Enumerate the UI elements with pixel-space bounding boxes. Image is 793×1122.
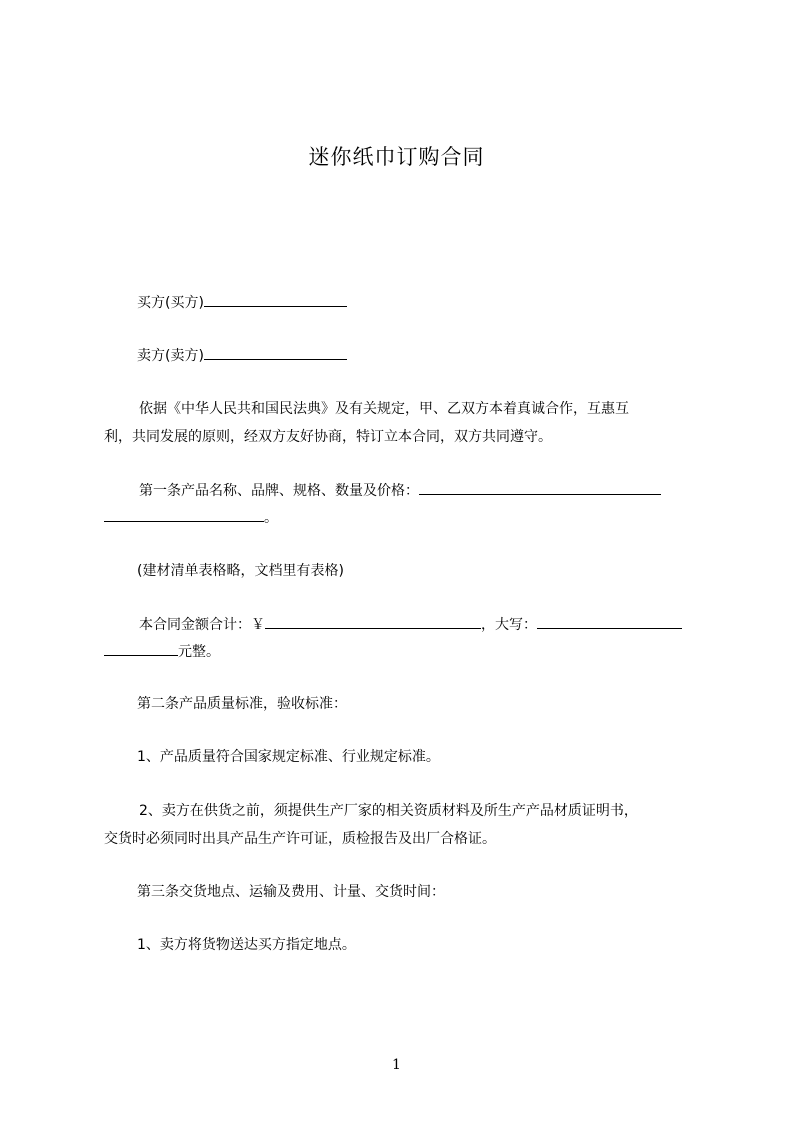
article2-item-1: 1、产品质量符合国家规定标准、行业规定标准。: [137, 749, 440, 765]
article3-item-1: 1、卖方将货物送达买方指定地点。: [137, 937, 356, 953]
total-amount-blank: [265, 614, 481, 629]
capital-blank-1: [537, 614, 682, 629]
material-note: (建材清单表格略，文档里有表格): [137, 563, 344, 579]
capital-label: ，大写：: [481, 617, 537, 633]
intro-line-1: 依据《中华人民共和国民法典》及有关规定，甲、乙双方本着真诚合作，互惠互: [139, 401, 629, 417]
article1-line-2: [104, 507, 278, 528]
article1-line: [139, 480, 661, 501]
capital-blank-2: [104, 641, 178, 656]
buyer-line: [137, 292, 347, 313]
buyer-label: 买方(买方): [137, 295, 204, 311]
article3-title: 第三条交货地点、运输及费用、计量、交货时间：: [137, 884, 445, 900]
article1-end: 。: [264, 510, 278, 526]
total-line: [139, 614, 682, 635]
buyer-blank: [204, 292, 347, 307]
article2-title: 第二条产品质量标准，验收标准：: [137, 696, 347, 712]
article2-item-2-line-2: 交货时必须同时出具产品生产许可证，质检报告及出厂合格证。: [104, 831, 496, 847]
yuan-label: 元整。: [178, 644, 220, 660]
total-line-2: [104, 641, 220, 662]
intro-line-2: 利，共同发展的原则，经双方友好协商，特订立本合同，双方共同遵守。: [104, 429, 552, 445]
article1-blank-1: [419, 480, 661, 495]
total-label: 本合同金额合计：￥: [139, 617, 265, 633]
page-number: 1: [392, 1057, 401, 1073]
document-title: 迷你纸巾订购合同: [308, 145, 485, 169]
seller-label: 卖方(卖方): [137, 348, 204, 364]
seller-line: [137, 345, 347, 366]
article1-text: 第一条产品名称、品牌、规格、数量及价格：: [139, 483, 419, 499]
article1-blank-2: [104, 507, 264, 522]
seller-blank: [204, 345, 347, 360]
article2-item-2-line-1: 2、卖方在供货之前，须提供生产厂家的相关资质材料及所生产产品材质证明书，: [139, 803, 638, 819]
